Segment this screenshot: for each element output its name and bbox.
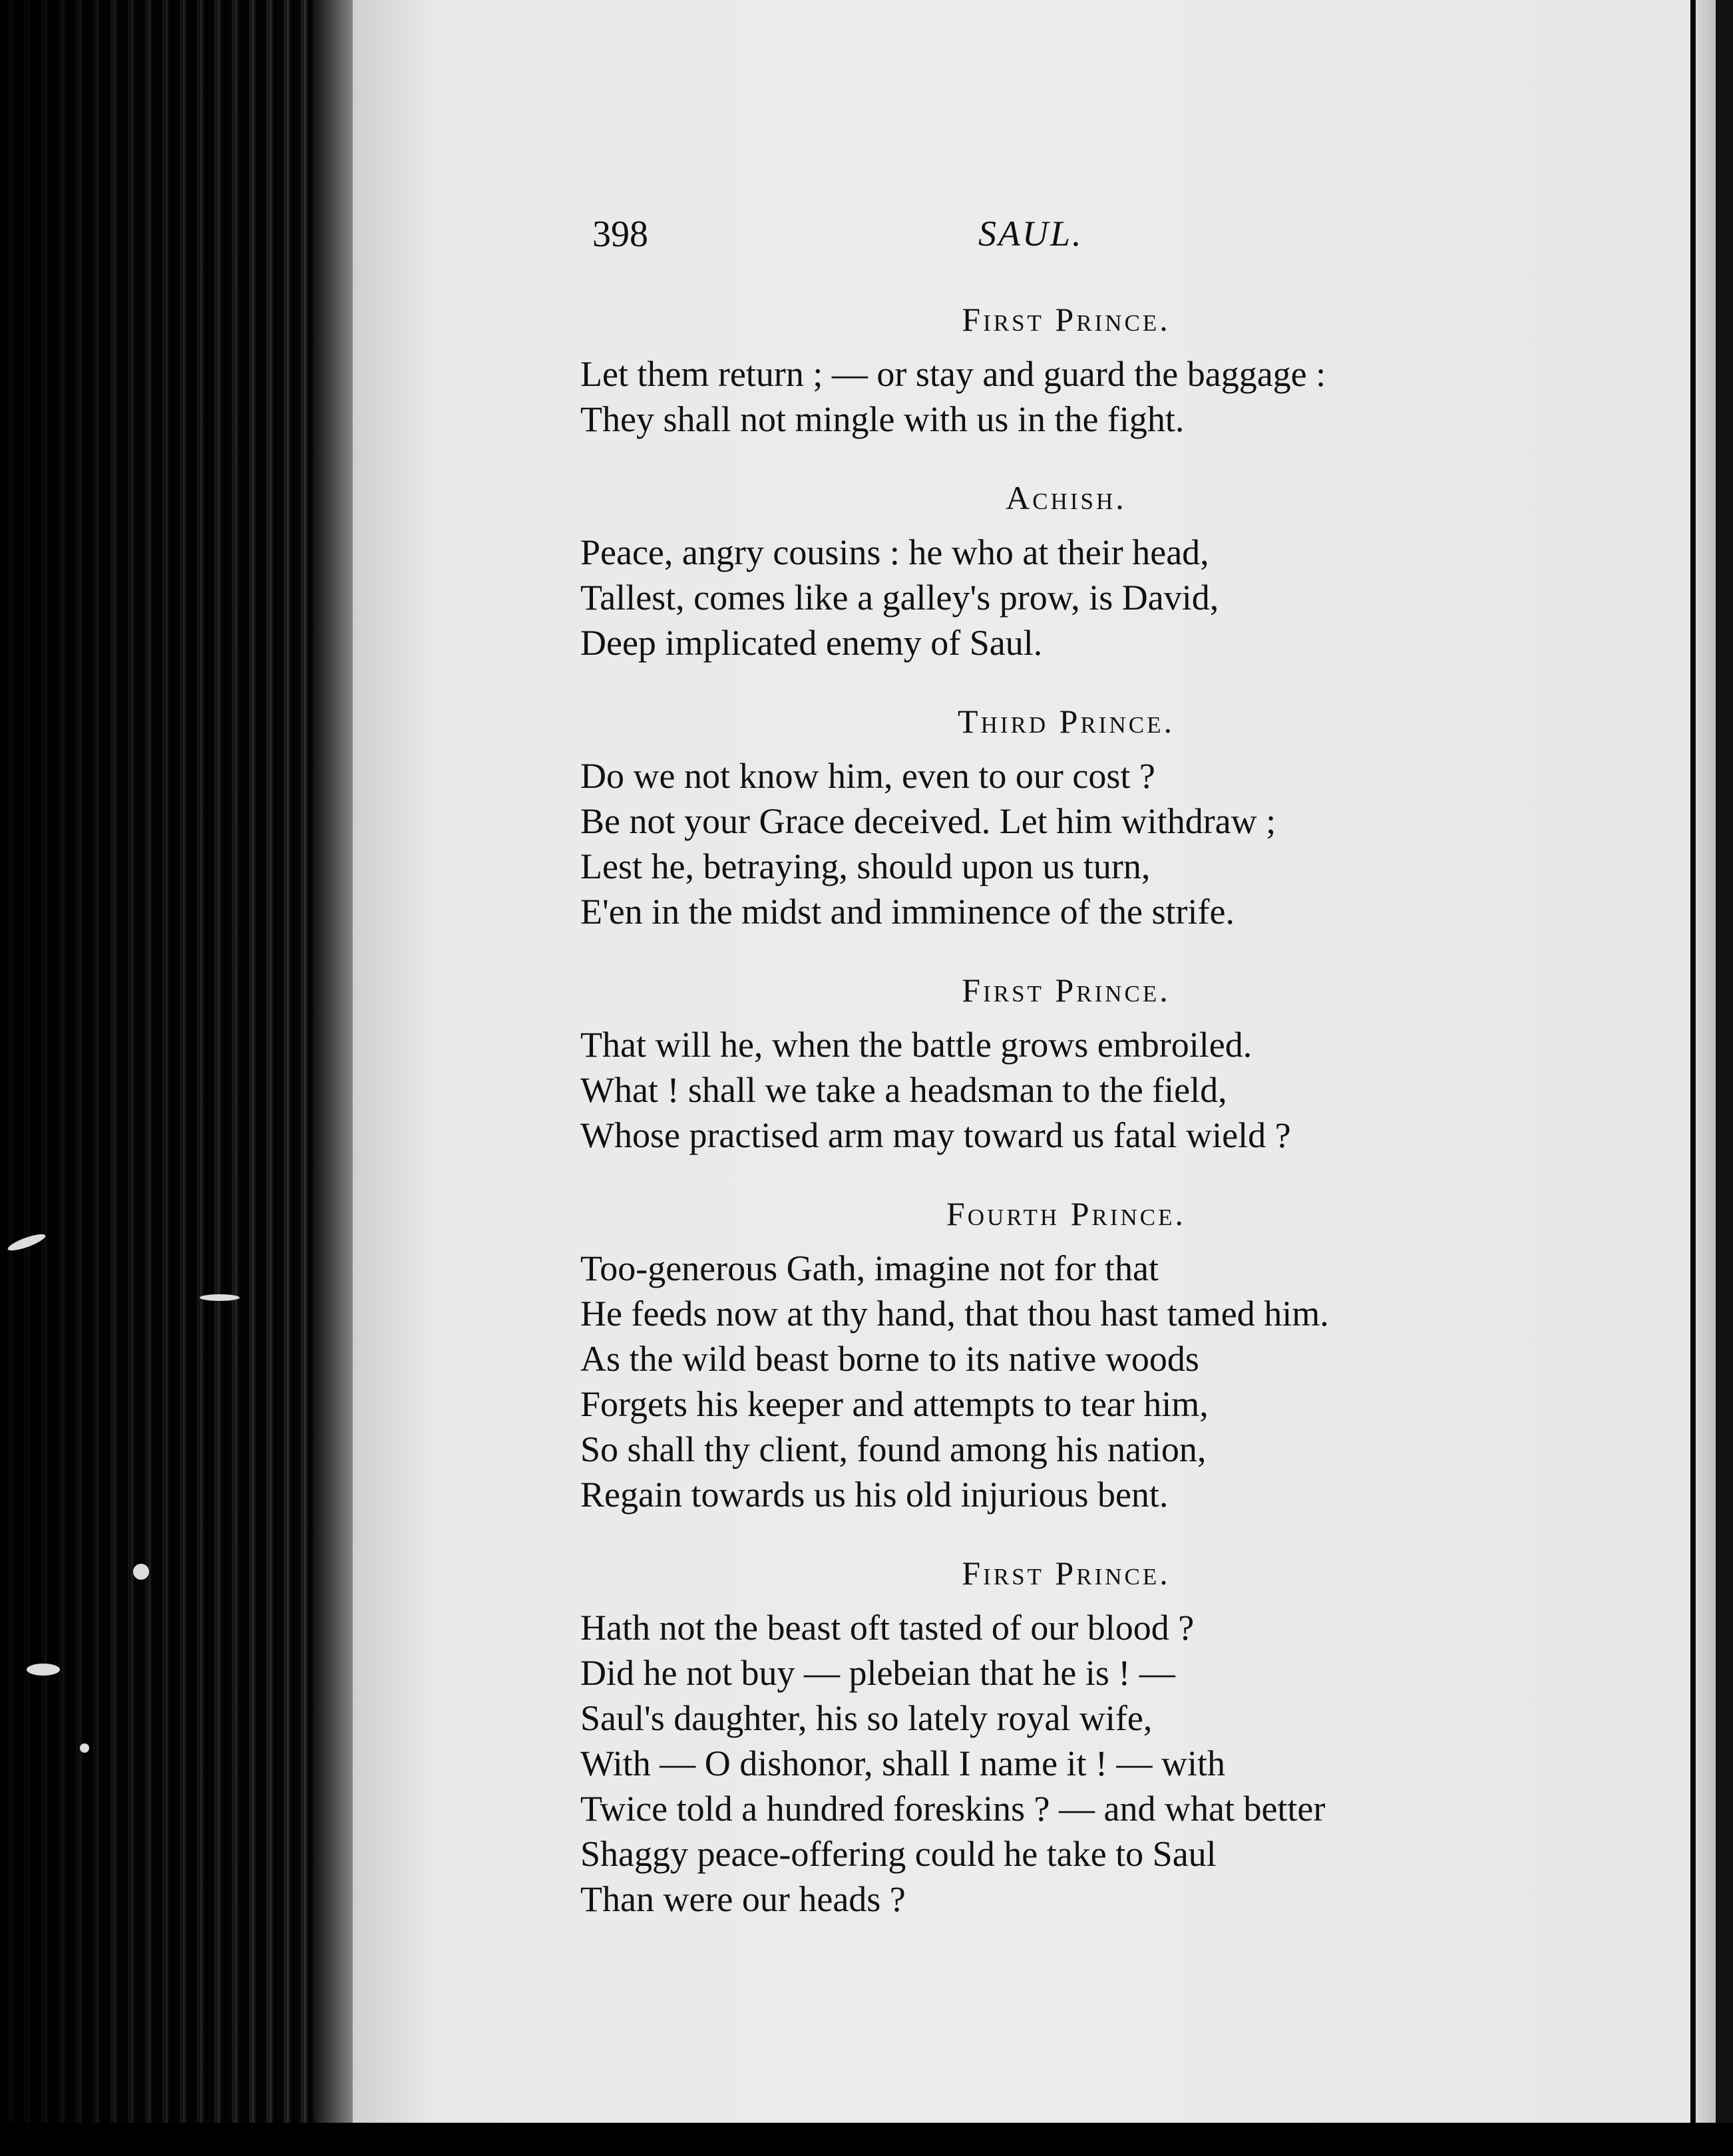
play-text	[580, 293, 1445, 1951]
speech-block	[580, 293, 1445, 442]
speech-block	[580, 1187, 1445, 1517]
speech-block	[580, 1546, 1445, 1922]
verse-line: Regain towards us his old injurious bent.	[580, 1475, 1169, 1515]
book-page-edges	[0, 0, 346, 2156]
verse-line: Twice told a hundred foreskins ? — and what better	[580, 1789, 1326, 1829]
verse-line: Let them return ; — or stay and guard the baggage :	[580, 354, 1326, 394]
speaker-name: Fourth Prince.	[946, 1195, 1187, 1232]
right-page-edge-strip	[1696, 0, 1716, 2156]
dust-speck	[133, 1564, 149, 1580]
verse-line: Than were our heads ?	[580, 1879, 906, 1919]
verse-line: Do we not know him, even to our cost ?	[580, 756, 1155, 796]
verse-line: Be not your Grace deceived. Let him withdraw ;	[580, 801, 1276, 841]
speaker-name: Achish.	[1006, 479, 1127, 516]
verse-line: Shaggy peace-offering could he take to Saul	[580, 1834, 1217, 1874]
dust-speck	[27, 1664, 60, 1676]
verse-line: Tallest, comes like a galley's prow, is David,	[580, 578, 1219, 618]
speech-block	[580, 471, 1445, 665]
verse-line: Lest he, betraying, should upon us turn,	[580, 846, 1151, 886]
speech-block	[580, 964, 1445, 1158]
verse-line: Did he not buy — plebeian that he is ! —	[580, 1653, 1175, 1693]
speaker-name: First Prince.	[962, 1554, 1171, 1592]
verse-line: Whose practised arm may toward us fatal wield ?	[580, 1115, 1291, 1155]
verse-line: E'en in the midst and imminence of the strife.	[580, 892, 1235, 932]
verse-line: Hath not the beast oft tasted of our blood ?	[580, 1608, 1195, 1648]
verse-line: What ! shall we take a headsman to the field,	[580, 1070, 1227, 1110]
verse-line: Forgets his keeper and attempts to tear him,	[580, 1384, 1209, 1424]
verse-line: That will he, when the battle grows embroiled.	[580, 1025, 1252, 1065]
speech-block	[580, 695, 1445, 934]
verse-line: Too-generous Gath, imagine not for that	[580, 1248, 1159, 1288]
verse-line: As the wild beast borne to its native woods	[580, 1339, 1199, 1379]
verse-line: With — O dishonor, shall I name it ! — with	[580, 1743, 1226, 1783]
speaker-name: Third Prince.	[958, 703, 1175, 740]
verse-line: So shall thy client, found among his nation,	[580, 1429, 1207, 1469]
running-title: SAUL.	[978, 214, 1083, 254]
speaker-name: First Prince.	[962, 972, 1171, 1009]
page-number: 398	[592, 214, 648, 255]
dust-speck	[200, 1294, 240, 1301]
verse-line: He feeds now at thy hand, that thou hast tamed him.	[580, 1294, 1329, 1334]
verse-line: They shall not mingle with us in the fight.	[580, 399, 1185, 439]
running-header	[586, 213, 1105, 266]
bottom-scan-border	[0, 2123, 1733, 2156]
verse-line: Peace, angry cousins : he who at their head,	[580, 532, 1209, 572]
verse-line: Deep implicated enemy of Saul.	[580, 623, 1043, 663]
dust-speck	[80, 1743, 89, 1753]
speaker-name: First Prince.	[962, 301, 1171, 338]
verse-line: Saul's daughter, his so lately royal wife,	[580, 1698, 1153, 1738]
